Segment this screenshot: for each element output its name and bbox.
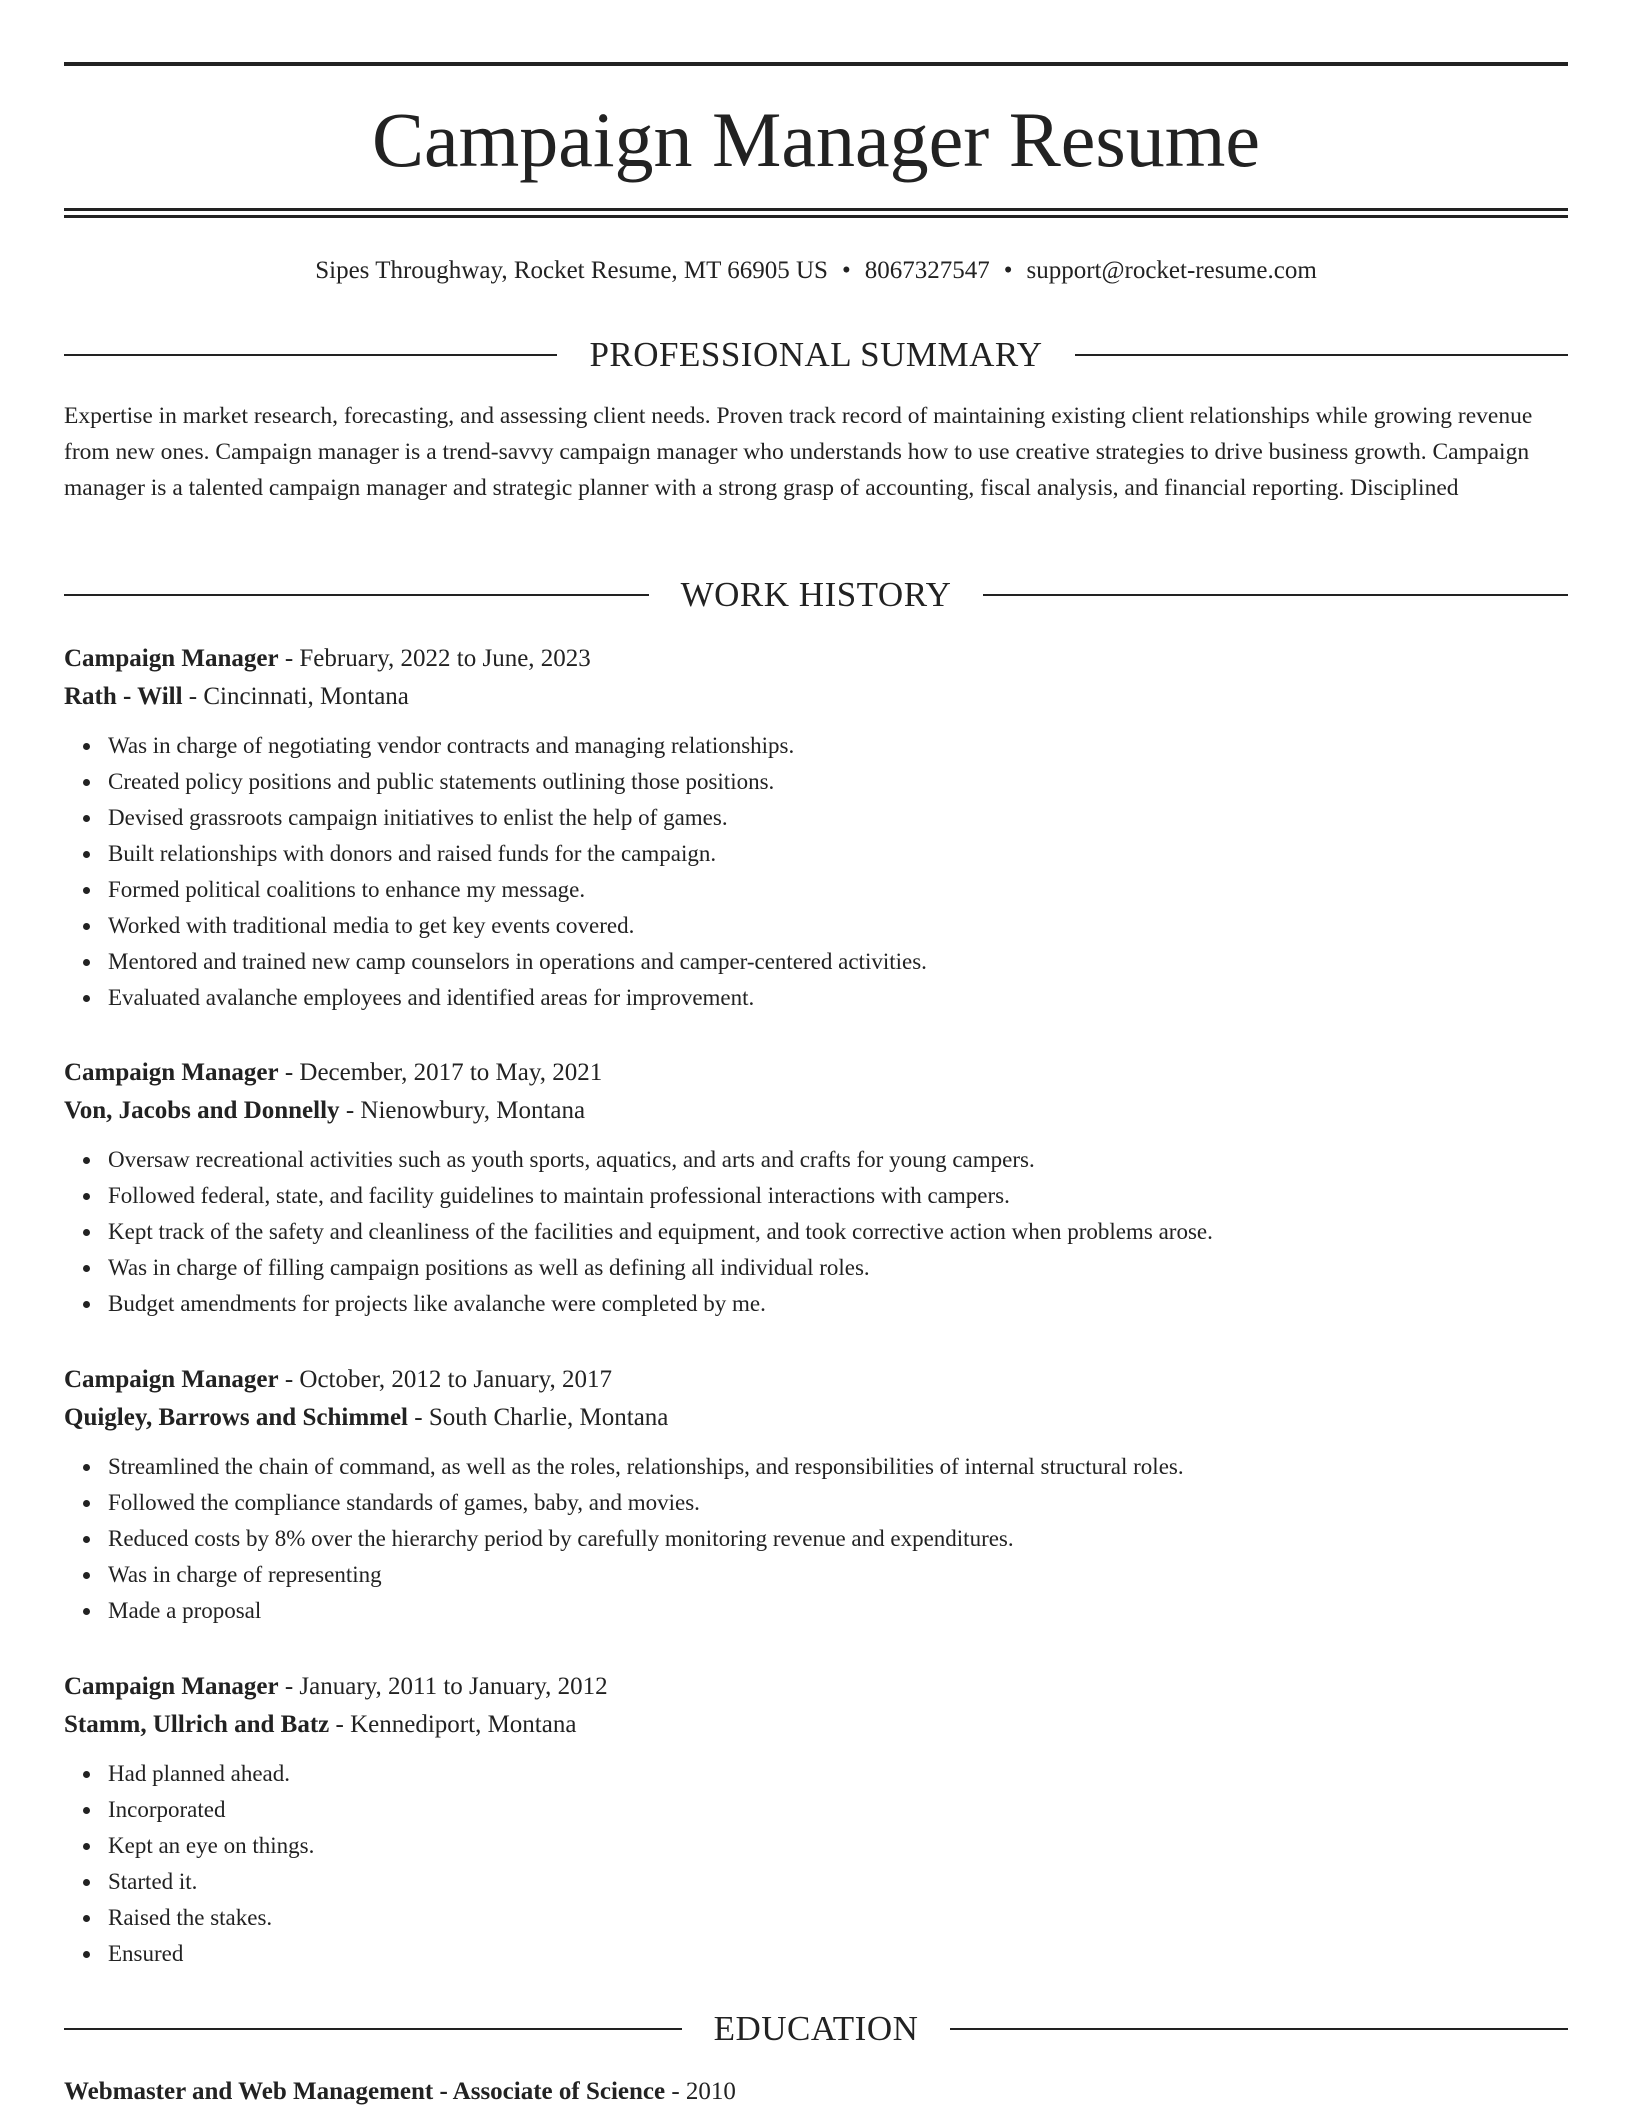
list-item: Formed political coalitions to enhance my message. [108,872,1568,908]
job-title-line [64,1054,1568,1092]
heading-rule [64,354,557,356]
list-item: Followed the compliance standards of games, baby, and movies. [108,1485,1568,1521]
list-item: Devised grassroots campaign initiatives to enlist the help of games. [108,800,1568,836]
education-year: - 2010 [665,2078,736,2105]
job-title: Campaign Manager [64,1673,279,1700]
section-heading-summary [64,333,1568,377]
section-heading-work [64,573,1568,617]
list-item: Followed federal, state, and facility guidelines to maintain professional interactions with campers. [108,1178,1568,1214]
list-item: Created policy positions and public statements outlining those positions. [108,764,1568,800]
section-heading-education [64,2007,1568,2051]
job-dates: - January, 2011 to January, 2012 [278,1673,608,1700]
job-company: Stamm, Ullrich and Batz [64,1711,330,1738]
list-item: Kept an eye on things. [108,1828,1568,1864]
contact-line [64,254,1568,288]
list-item: Kept track of the safety and cleanliness of the facilities and equipment, and took corrective action when problems arose. [108,1214,1568,1250]
job-entry [64,1668,1568,1972]
list-item: Mentored and trained new camp counselors in operations and camper-centered activities. [108,944,1568,980]
job-location: - Kennediport, Montana [329,1711,577,1738]
heading-rule [983,594,1568,596]
list-item: Reduced costs by 8% over the hierarchy period by carefully monitoring revenue and expenditures. [108,1521,1568,1557]
job-location: - Nienowbury, Montana [339,1097,586,1124]
job-bullets [64,1142,1568,1322]
job-title: Campaign Manager [64,1059,279,1086]
job-company: Quigley, Barrows and Schimmel [64,1404,409,1431]
heading-rule [64,2028,682,2030]
top-rule [64,62,1568,66]
list-item: Was in charge of filling campaign positions as well as defining all individual roles. [108,1250,1568,1286]
contact-email: support@rocket-resume.com [1026,257,1317,284]
job-title: Campaign Manager [64,1366,279,1393]
list-item: Was in charge of representing [108,1557,1568,1593]
job-company: Von, Jacobs and Donnelly [64,1097,340,1124]
job-location: - South Charlie, Montana [408,1404,669,1431]
list-item: Built relationships with donors and raised funds for the campaign. [108,836,1568,872]
contact-phone: 8067327547 [864,257,990,284]
heading-rule [1075,354,1568,356]
heading-rule [64,594,649,596]
job-dates: - February, 2022 to June, 2023 [278,645,591,672]
section-heading-label: PROFESSIONAL SUMMARY [589,335,1043,374]
job-location: - Cincinnati, Montana [182,683,409,710]
job-company-line [64,678,1568,716]
list-item: Started it. [108,1864,1568,1900]
job-entry [64,1361,1568,1629]
list-item: Was in charge of negotiating vendor contracts and managing relationships. [108,728,1568,764]
list-item: Budget amendments for projects like avalanche were completed by me. [108,1286,1568,1322]
contact-separator: • [841,257,851,284]
job-dates: - December, 2017 to May, 2021 [278,1059,603,1086]
job-company-line [64,1092,1568,1130]
list-item: Had planned ahead. [108,1756,1568,1792]
list-item: Made a proposal [108,1593,1568,1629]
list-item: Oversaw recreational activities such as youth sports, aquatics, and arts and crafts for young campers. [108,1142,1568,1178]
job-bullets [64,1756,1568,1972]
list-item: Ensured [108,1936,1568,1972]
job-entry [64,640,1568,1016]
job-title-line [64,640,1568,678]
summary-paragraph: Expertise in market research, forecasting, and assessing client needs. Proven track record of maintaining existing client relationships while growing revenue from new ones. Campaign manager is a trend-savvy campaign manager who understands how to use creative strategies to drive business growth. Campaign manager is a talented campaign manager and strategic planner with a strong grasp of accounting, fiscal analysis, and financial reporting. Disciplined [64,403,1533,501]
job-dates: - October, 2012 to January, 2017 [278,1366,612,1393]
heading-rule [950,2028,1568,2030]
contact-address: Sipes Throughway, Rocket Resume, MT 66905 US [315,257,828,284]
job-company: Rath - Will [64,683,183,710]
job-company-line [64,1706,1568,1744]
education-degree: Webmaster and Web Management - Associate of Science [64,2078,666,2105]
section-heading-label: EDUCATION [713,2009,919,2048]
section-heading-label: WORK HISTORY [680,575,952,614]
job-company-line [64,1399,1568,1437]
contact-separator: • [1003,257,1013,284]
list-item: Raised the stakes. [108,1900,1568,1936]
list-item: Streamlined the chain of command, as well as the roles, relationships, and responsibilities of internal structural roles. [108,1449,1568,1485]
job-title-line [64,1668,1568,1706]
job-title-line [64,1361,1568,1399]
list-item: Incorporated [108,1792,1568,1828]
page-title: Campaign Manager Resume [371,96,1261,183]
list-item: Evaluated avalanche employees and identified areas for improvement. [108,980,1568,1016]
list-item: Worked with traditional media to get key events covered. [108,908,1568,944]
education-entry [64,2074,1568,2110]
job-bullets [64,728,1568,1016]
title-double-rule [64,208,1568,218]
job-entry [64,1054,1568,1322]
job-title: Campaign Manager [64,645,279,672]
job-bullets [64,1449,1568,1629]
